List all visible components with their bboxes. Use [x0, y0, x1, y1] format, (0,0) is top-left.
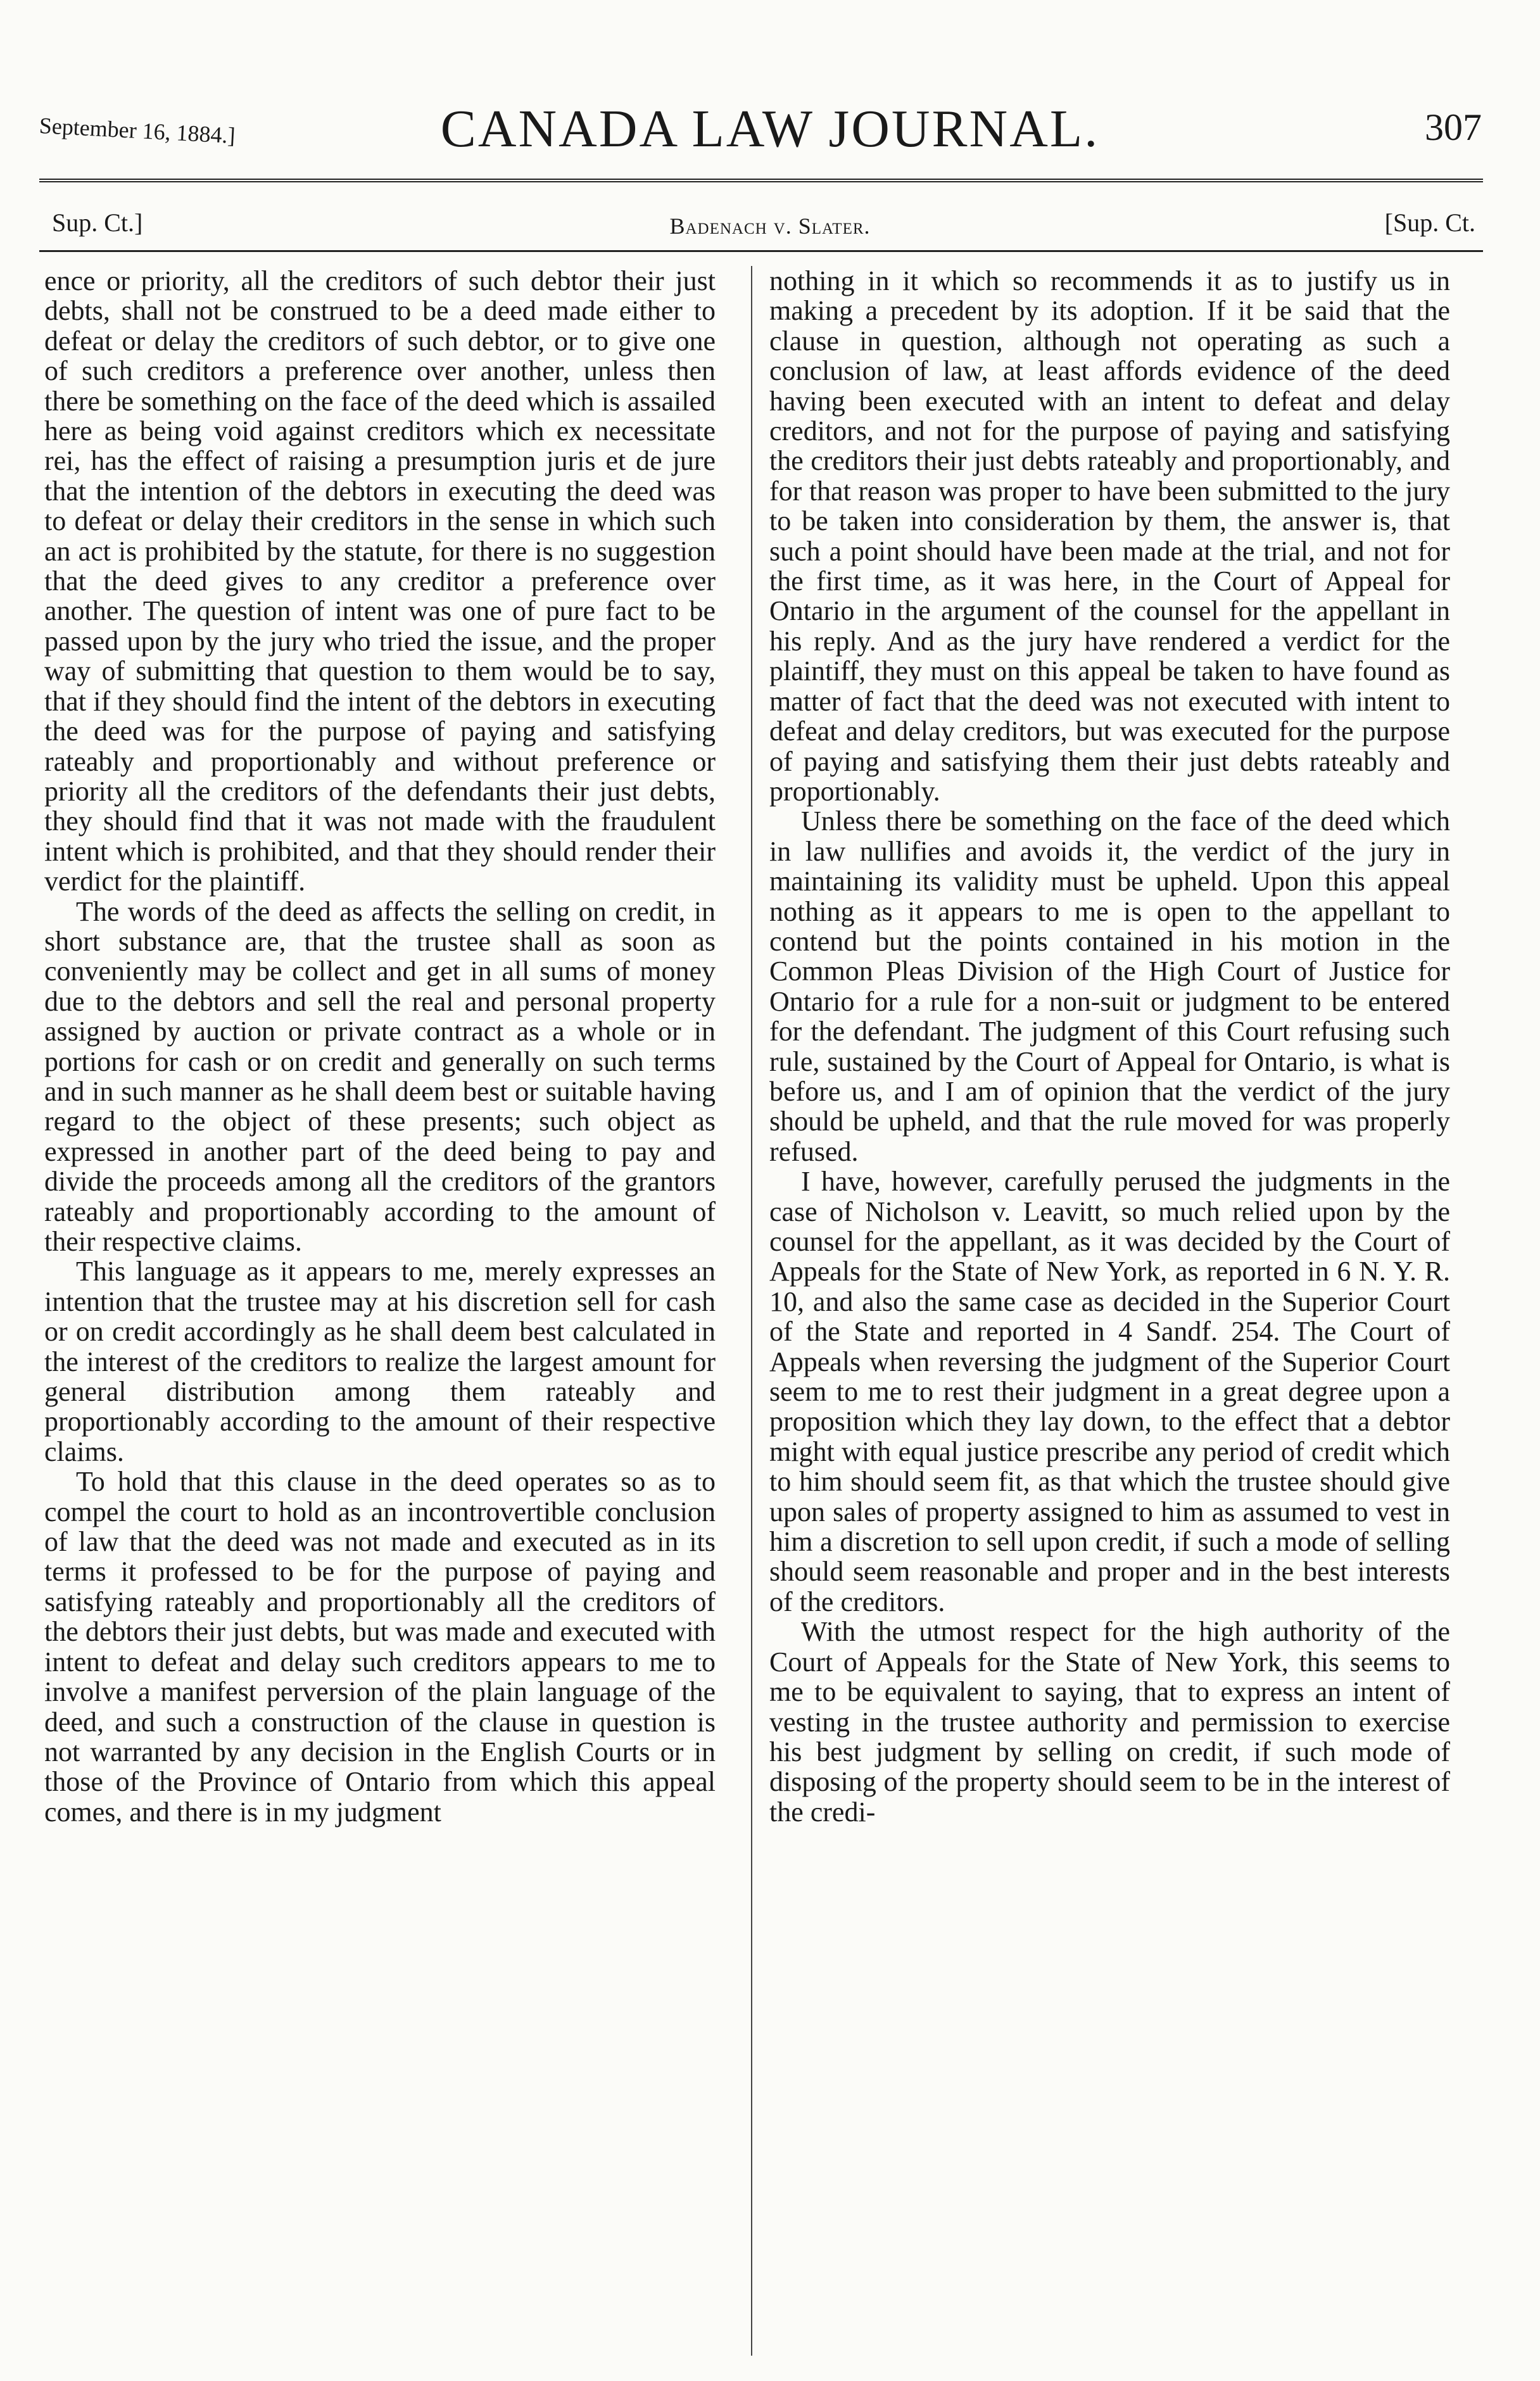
case-title: Badenach v. Slater. — [669, 213, 871, 239]
paragraph: nothing in it which so recommends it as to justify us in making a precedent by its adoption. If it be said that the clause in question, although not operating as such a conclusion of law, at least affords evidence of the deed having been executed with an intent to defeat and delay creditors, and not for the purpose of paying and satisfying the creditors their just debts rateably and proportionably, and for that reason was proper to have been submitted to the jury to be taken into consideration by them, the answer is, that such a point should have been made at the trial, and not for the first time, as it was here, in the Court of Appeal for Ontario in the argument of the counsel for the appellant in his reply. And as the jury have rendered a verdict for the plaintiff, they must on this appeal be taken to have found as matter of fact that the deed was not executed with intent to defeat and delay creditors, but was executed for the purpose of paying and satisfying them their just debts rateably and proportionably. — [769, 265, 1450, 807]
column-divider — [751, 266, 752, 2356]
left-column — [44, 266, 716, 1827]
case-header-rule — [39, 250, 1483, 252]
court-left: Sup. Ct.] — [52, 208, 143, 237]
court-right: [Sup. Ct. — [1384, 208, 1475, 237]
paragraph: This language as it appears to me, merely expresses an intention that the trustee may at his discretion sell for cash or on credit accordingly as he shall deem best calculated in the interest of the creditors to realize the largest amount for general distribution among them rateably and proportionably according to the amount of their respective claims. — [44, 1256, 716, 1467]
issue-date: September 16, 1884.] — [38, 113, 236, 149]
case-header — [39, 201, 1501, 246]
journal-title: CANADA LAW JOURNAL. — [440, 99, 1100, 158]
header-double-rule — [39, 179, 1483, 186]
paragraph: With the utmost respect for the high authority of the Court of Appeals for the State of New York, this seems to me to be equivalent to saying, that to express an intent of vesting in the trustee authority and permission to exercise his best judgment by selling on credit, if such mode of disposing of the property should seem to be in the interest of the credi- — [769, 1616, 1450, 1828]
paragraph: To hold that this clause in the deed operates so as to compel the court to hold as an incontrovertible conclusion of law that the deed was not made and executed as in its terms it professed to be for the purpose of paying and satisfying rateably and proportionably all the creditors of the debtors their just debts, but was made and executed with intent to defeat and delay such creditors appears to me to involve a manifest perversion of the plain language of the deed, and such a construction of the clause in question is not warranted by any decision in the English Courts or in those of the Province of Ontario from which this appeal comes, and there is in my judgment — [44, 1466, 716, 1828]
right-column — [769, 266, 1450, 1827]
paragraph: The words of the deed as affects the selling on credit, in short substance are, that the trustee shall as soon as conveniently may be collect and get in all sums of money due to the debtors and sell the real and personal property assigned by auction or private contract as a whole or in portions for cash or on credit and generally on such terms and in such manner as he shall deem best or suitable having regard to the object of these presents; such object as expressed in another part of the deed being to pay and divide the proceeds among all the creditors of the grantors rateably and proportionably according to the amount of their respective claims. — [44, 895, 716, 1257]
paragraph: ence or priority, all the creditors of such debtor their just debts, shall not be construed to be a deed made either to defeat or delay the creditors of such debtor, or to give one of such creditors a preference over another, unless then there be something on the face of the deed which is assailed here as being void against creditors which ex necessitate rei, has the effect of raising a presumption juris et de jure that the intention of the debtors in executing the deed was to defeat or delay their creditors in the sense in which such an act is prohibited by the statute, for there is no suggestion that the deed gives to any creditor a preference over another. The question of intent was one of pure fact to be passed upon by the jury who tried the issue, and the proper way of submitting that question to them would be to say, that if they should find the intent of the debtors in executing the deed was for the purpose of paying and satisfying rateably and proportionably and without preference or priority all the creditors of the defendants their just debts, they should find that it was not made with the fraudulent intent which is prohibited, and that they should render their verdict for the plaintiff. — [44, 265, 716, 897]
paragraph: Unless there be something on the face of the deed which in law nullifies and avoids it, the verdict of the jury in maintaining its validity must be upheld. Upon this appeal nothing as it appears to me is open to the appellant to contend but the points contained in his motion in the Common Pleas Division of the High Court of Justice for Ontario for a rule for a non-suit or judgment to be entered for the defendant. The judgment of this Court refusing such rule, sustained by the Court of Appeal for Ontario, is what is before us, and I am of opinion that the verdict of the jury should be upheld, and that the rule moved for was properly refused. — [769, 805, 1450, 1167]
paragraph: I have, however, carefully perused the judgments in the case of Nicholson v. Leavitt, so much relied upon by the counsel for the appellant, as it was decided by the Court of Appeals for the State of New York, as reported in 6 N. Y. R. 10, and also the same case as decided in the Superior Court of the State and reported in 4 Sandf. 254. The Court of Appeals when reversing the judgment of the Superior Court seem to me to rest their judgment in a great degree upon a proposition which they lay down, to the effect that a debtor might with equal justice prescribe any period of credit which to him should seem fit, as that which the trustee should give upon sales of property assigned to him as assumed to vest in him a discretion to sell upon credit, if such a mode of selling should seem reasonable and proper and in the best interests of the creditors. — [769, 1166, 1450, 1617]
running-header — [39, 98, 1501, 168]
page-number: 307 — [1425, 106, 1482, 148]
